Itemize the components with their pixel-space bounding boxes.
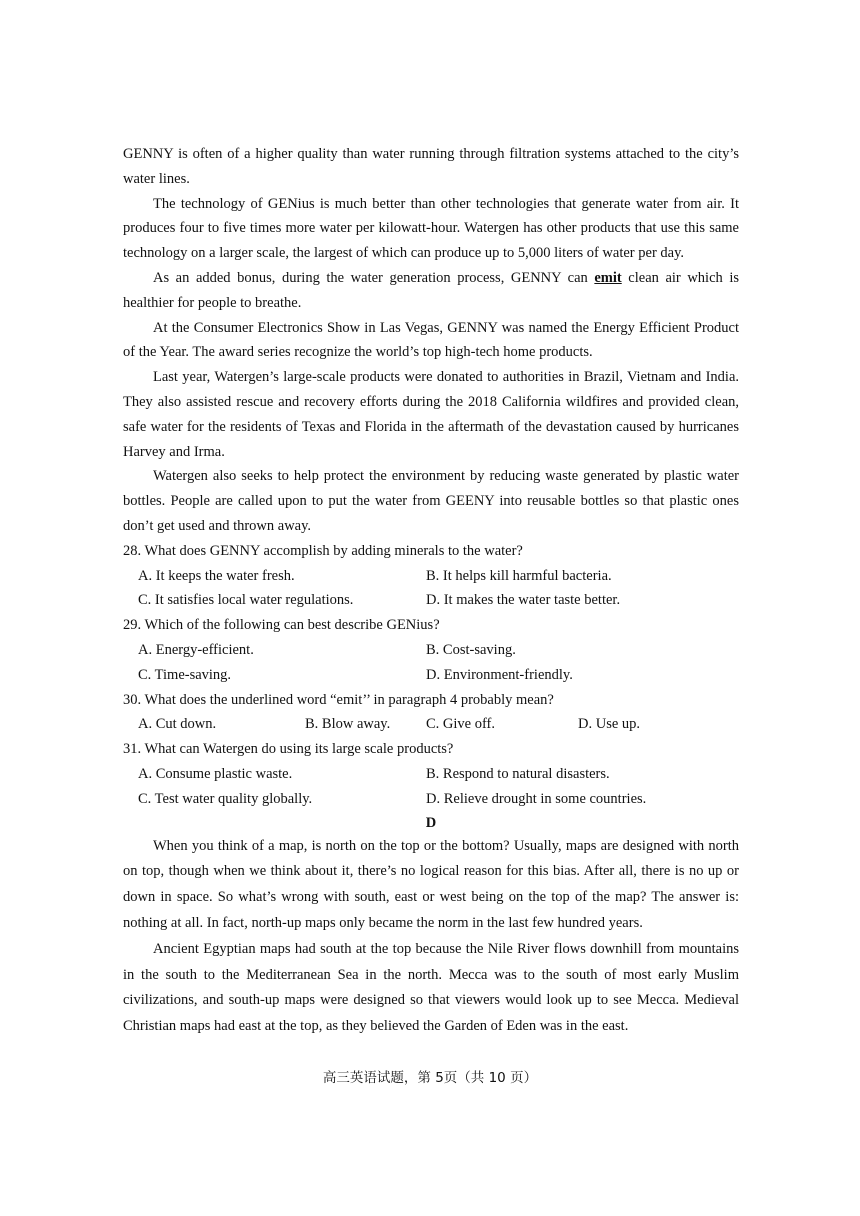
- passage-c-paragraph-2: [123, 266, 739, 316]
- option-a: A. Consume plastic waste.: [138, 765, 293, 782]
- passage-c-paragraph-3: At the Consumer Electronics Show in Las Vegas, GENNY was named the Energy Efficient Product of the Year. The award series recognize the world’s top high-tech home products.: [123, 319, 739, 361]
- question-29-options-row-1: [123, 638, 739, 663]
- option-d: D. Environment-friendly.: [426, 666, 573, 683]
- option-d: D. Use up.: [578, 716, 641, 733]
- option-b: B. It helps kill harmful bacteria.: [426, 567, 612, 584]
- option-c: C. Time-saving.: [138, 666, 232, 683]
- passage-c-paragraph-0: GENNY is often of a higher quality than water running through filtration systems attached to the city’s water lines.: [123, 146, 739, 187]
- option-c: C. Give off.: [426, 716, 496, 733]
- question-28-options-row-2: [123, 588, 739, 613]
- page-footer: 高三英语试题，第 5页（共 10 页）: [322, 1070, 538, 1086]
- option-b: B. Respond to natural disasters.: [426, 765, 610, 782]
- passage-c-paragraph-1: The technology of GENius is much better than other technologies that generate water from air. It produces four to five times more water per kilowatt-hour. Watergen has other products that use this same technology on a larger scale, the largest of which can produce up to 5,000 liters of water per day.: [123, 195, 739, 262]
- paragraph-2-text-after: clean air which is healthier for people to breathe.: [123, 269, 739, 311]
- passage-d-paragraph-2: Ancient Egyptian maps had south at the top because the Nile River flows downhill from mountains in the south to the Mediterranean Sea in the north. Mecca was to the south of most early Muslim civilizations, and south-up maps were designed so that viewers would look up to see Mecca. Medieval Christian maps had east at the top, as they believed the Garden of Eden was in the east.: [123, 940, 739, 1035]
- question-28-options-row-1: [123, 564, 739, 589]
- option-b: B. Blow away.: [305, 716, 391, 733]
- question-31-options-row-2: [123, 787, 739, 812]
- question-28-stem: 28. What does GENNY accomplish by adding minerals to the water?: [123, 542, 523, 559]
- passage-c-paragraph-4: Last year, Watergen’s large-scale products were donated to authorities in Brazil, Vietnam and India. They also assisted rescue and recovery efforts during the 2018 California wildfires and provided clean, safe water for the residents of Texas and Florida in the aftermath of the devastation caused by hurricanes Harvey and Irma.: [123, 369, 739, 460]
- option-c: C. It satisfies local water regulations.: [138, 592, 354, 609]
- passage-d: [123, 834, 739, 1040]
- option-a: A. Energy-efficient.: [138, 641, 254, 658]
- underlined-word-emit: emit: [594, 269, 622, 286]
- question-29-options-row-2: [123, 663, 739, 688]
- passage-c-paragraph-5: Watergen also seeks to help protect the environment by reducing waste generated by plastic water bottles. People are called upon to put the water from GEENY into reusable bottles so that plastic ones don’t get used and thrown away.: [123, 468, 739, 534]
- option-a: A. It keeps the water fresh.: [138, 567, 295, 584]
- passage-d-paragraph-1: When you think of a map, is north on the top or the bottom? Usually, maps are designed with north on top, though when we think about it, there’s no logical reason for this bias. After all, there is no up or down in space. So what’s wrong with south, east or west being on the top of the map? The answer is: nothing at all. In fact, north-up maps only became the norm in the last few hundred years.: [123, 837, 739, 931]
- option-a: A. Cut down.: [138, 716, 217, 733]
- option-b: B. Cost-saving.: [426, 641, 516, 658]
- option-d: D. It makes the water taste better.: [426, 592, 621, 609]
- paragraph-2-text-before: As an added bonus, during the water generation process, GENNY can: [153, 269, 595, 286]
- question-29-stem: 29. Which of the following can best describe GENius?: [123, 617, 440, 634]
- question-30-options-row: [123, 712, 739, 737]
- option-d: D. Relieve drought in some countries.: [426, 790, 647, 807]
- question-30-stem: 30. What does the underlined word “emit’’ in paragraph 4 probably mean?: [123, 691, 554, 708]
- question-31-options-row-1: [123, 762, 739, 787]
- option-c: C. Test water quality globally.: [138, 790, 313, 807]
- page-content: [123, 142, 739, 1040]
- section-d-heading: D: [425, 814, 437, 831]
- question-31-stem: 31. What can Watergen do using its large scale products?: [123, 741, 454, 758]
